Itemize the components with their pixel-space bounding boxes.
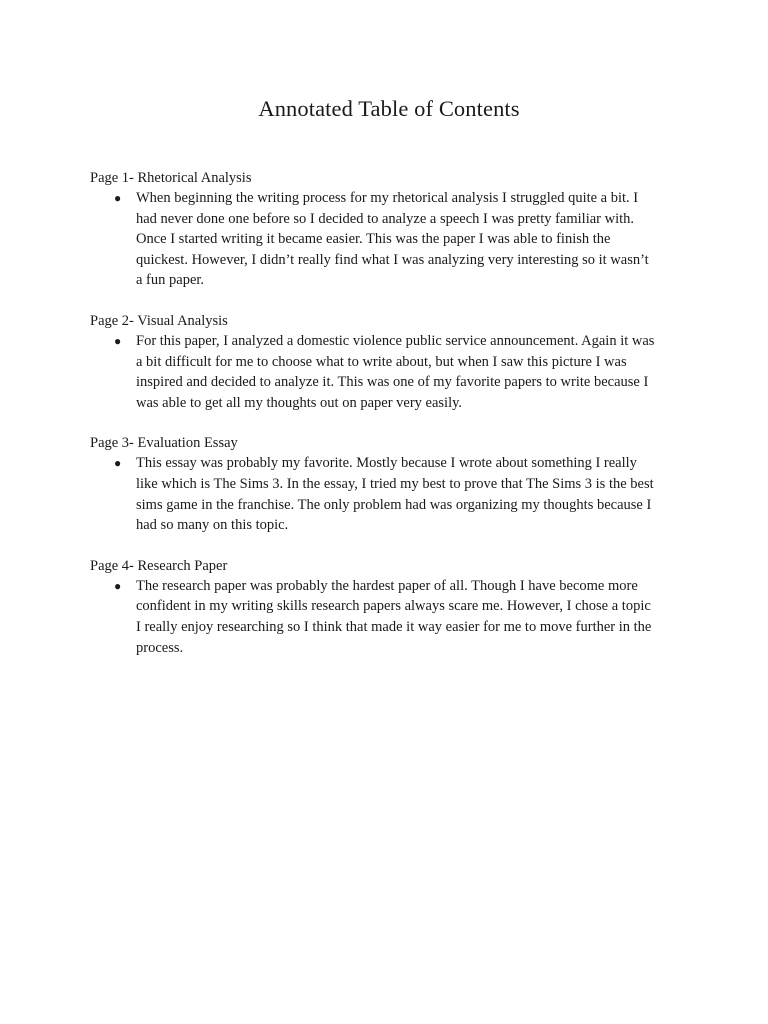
- bullet-item: [114, 453, 688, 535]
- bullet-text-line: When beginning the writing process for my rhetorical analysis I struggled quite a bit. I: [136, 190, 639, 206]
- bullet-dot-icon: ●: [114, 578, 122, 593]
- bullet-text-line: confident in my writing skills research papers always scare me. However, I chose a topic: [136, 598, 651, 615]
- section-rhetorical-analysis: [90, 168, 688, 291]
- section-evaluation-essay: [90, 433, 688, 535]
- bullet-text-line: a bit difficult for me to choose what to write about, but when I saw this picture I was: [136, 353, 627, 370]
- bullet-item: [114, 331, 688, 413]
- bullet-text-line: Once I started writing it became easier. This was the paper I was able to finish the: [136, 231, 611, 248]
- bullet-text-line: had so many on this topic.: [136, 517, 289, 534]
- bullet-text-line: a fun paper.: [136, 272, 205, 289]
- bullet-text-line: quickest. However, I didn’t really find what I was analyzing very interesting so it wasn’t: [136, 251, 649, 268]
- bullet-item: [114, 576, 688, 658]
- bullet-text-line: inspired and decided to analyze it. This was one of my favorite papers to write because I: [136, 374, 649, 391]
- section-heading: Page 1- Rhetorical Analysis: [90, 170, 252, 186]
- bullet-text-line: This essay was probably my favorite. Mostly because I wrote about something I really: [136, 455, 637, 472]
- page-title: Annotated Table of Contents: [258, 96, 520, 121]
- section-heading: Page 4- Research Paper: [90, 557, 228, 574]
- bullet-text-line: had never done one before so I decided to analyze a speech I was pretty familiar with.: [136, 210, 635, 227]
- section-heading: Page 3- Evaluation Essay: [90, 435, 238, 452]
- section-heading: Page 2- Visual Analysis: [90, 312, 228, 329]
- section-research-paper: [90, 556, 688, 658]
- bullet-item: [114, 188, 688, 291]
- bullet-text-line: was able to get all my thoughts out on paper very easily.: [136, 394, 463, 411]
- bullet-list: [90, 453, 688, 535]
- bullet-dot-icon: ●: [114, 333, 122, 348]
- bullet-text-line: I really enjoy researching so I think that made it way easier for me to move further in the: [136, 618, 652, 635]
- bullet-list: [90, 188, 688, 291]
- bullet-text-line: The research paper was probably the hardest paper of all. Though I have become more: [136, 577, 638, 594]
- section-visual-analysis: [90, 311, 688, 413]
- bullet-text-line: sims game in the franchise. The only problem had was organizing my thoughts because I: [136, 496, 652, 513]
- bullet-list: [90, 331, 688, 413]
- bullet-dot-icon: ●: [114, 456, 122, 471]
- bullet-text-line: like which is The Sims 3. In the essay, I tried my best to prove that The Sims 3 is the best: [136, 475, 654, 492]
- bullet-list: [90, 576, 688, 658]
- bullet-text-line: process.: [136, 639, 184, 656]
- bullet-dot-icon: ●: [114, 191, 122, 205]
- bullet-text-line: For this paper, I analyzed a domestic violence public service announcement. Again it was: [136, 332, 655, 349]
